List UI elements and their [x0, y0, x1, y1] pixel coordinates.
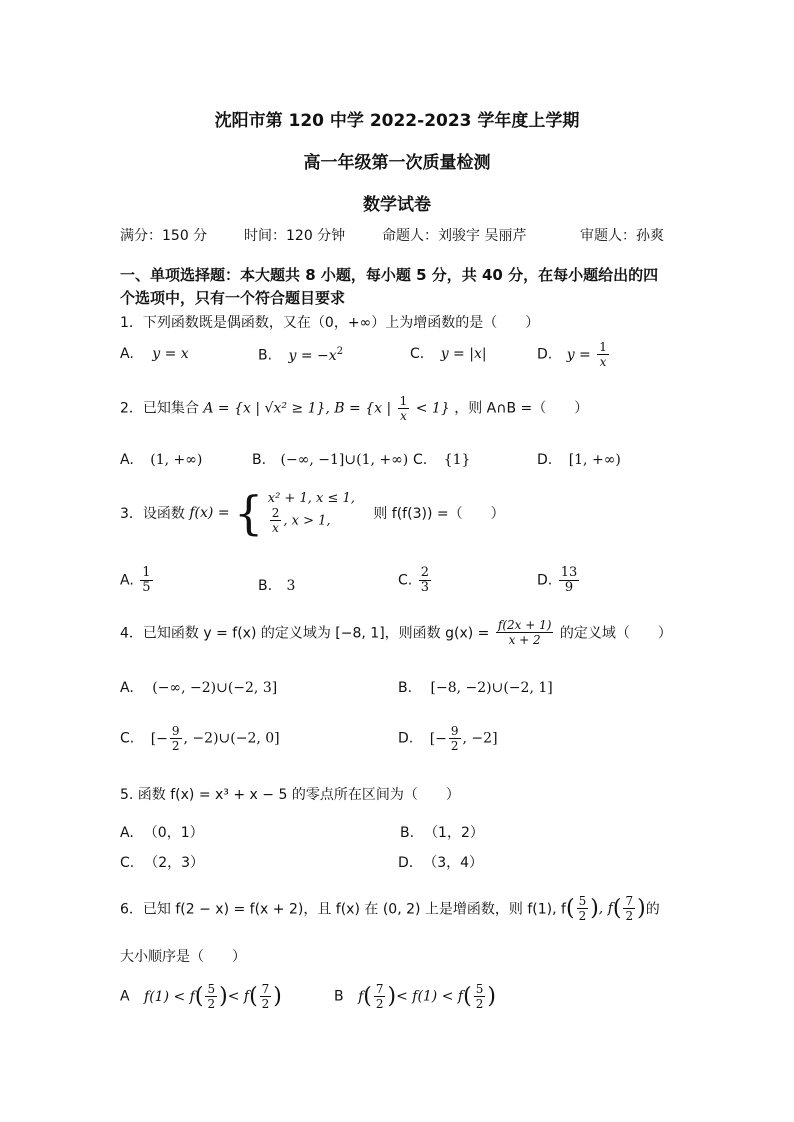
- q2-stem: [120, 394, 588, 423]
- exam-title-grade: 高一年级第一次质量检测: [303, 153, 491, 173]
- q1-stem: 1．下列函数既是偶函数，又在（0，+∞）上为增函数的是（ ）: [120, 315, 540, 331]
- q2-option-a: A. (1, +∞): [120, 452, 203, 468]
- q6-option-a: A f(1) < f( $\frac{5}{2}$ )< f( $\frac{7}{2}$ ): [120, 982, 282, 1011]
- q2-fraction: $\frac{1}{x}$: [399, 394, 408, 423]
- q3-stem: 3．设函数 f(x) = { x² + 1, x ≤ 1, $\frac{2}{x}$ , x > 1, 则 f(f(3)) =（ ）: [120, 486, 505, 540]
- exam-author: 命题人：刘骏宇 吴丽芹: [382, 228, 527, 244]
- q1-a-label: A.: [120, 346, 134, 362]
- q4-option-c: C. [− $\frac{9}{2}$ , −2)∪(−2, 0]: [120, 724, 280, 753]
- q1-option-a: [120, 346, 189, 362]
- q3-brace: {: [234, 486, 264, 540]
- q4-option-b: B. [−8, −2)∪(−2, 1]: [398, 680, 553, 696]
- full-score: 满分：150 分: [120, 228, 208, 244]
- exam-title-subject: 数学试卷: [363, 195, 431, 215]
- q1-d-label: D.: [537, 346, 553, 363]
- q1-b-label: B.: [258, 347, 273, 364]
- q3-fx: f(x) =: [189, 505, 230, 521]
- q2-stem-post: ，则 A∩B =（ ）: [454, 400, 589, 417]
- section-heading-line1: 一、单项选择题：本大题共 8 小题，每小题 5 分，共 40 分，在每小题给出的四: [120, 266, 659, 284]
- q3-option-d: D. $\frac{13}{9}$: [537, 565, 578, 595]
- q2-option-b: B. (−∞, −1]∪(1, +∞): [252, 452, 409, 468]
- q1-b-expr: y = −x: [288, 347, 337, 364]
- q2-set-a: A = {x | √x² ≥ 1}, B = {x |: [203, 400, 392, 417]
- q4-option-a: A. (−∞, −2)∪(−2, 3]: [120, 680, 278, 696]
- q2-set-b-end: < 1}: [415, 400, 450, 417]
- exam-reviewer: 审题人：孙爽: [580, 228, 664, 244]
- q3-piecewise: x² + 1, x ≤ 1, $\frac{2}{x}$ , x > 1,: [267, 491, 355, 535]
- q6-option-b: B f( $\frac{7}{2}$ )< f(1) < f( $\frac{5}{2}$ ): [334, 982, 496, 1011]
- q5-option-b: B. （1，2）: [400, 825, 484, 841]
- q1-c-expr: y = |x|: [440, 346, 487, 362]
- q1-c-label: C.: [410, 346, 425, 362]
- q2-option-d: D. [1, +∞): [537, 452, 621, 468]
- q3-option-c: C. $\frac{2}{3}$: [398, 565, 429, 595]
- q2-option-c: C. {1}: [413, 452, 471, 468]
- q1-d-fraction: $\frac{1}{x}$: [599, 340, 607, 369]
- exam-title-school: 沈阳市第 120 中学 2022-2023 学年度上学期: [214, 111, 580, 131]
- q5-stem: 5. 函数 f(x) = x³ + x − 5 的零点所在区间为（ ）: [120, 787, 460, 803]
- q3-stem-post: 则 f(f(3)) =（ ）: [373, 506, 505, 522]
- q6-stem-line2: 大小顺序是（ ）: [120, 949, 246, 965]
- q4-fraction: $\frac{f(2x + 1)}{x + 2}$: [497, 618, 552, 647]
- q1-option-c: [410, 346, 487, 362]
- section-heading-line2: 个选项中，只有一个符合题目要求: [120, 289, 346, 307]
- q6-stem: 6．已知 f(2 − x) = f(x + 2)，且 f(x) 在 (0, 2) 上是增函数，则 f(1), f( $\frac{5}{2}$ ), f( $\frac{7}{2}$ )的: [120, 894, 660, 923]
- q1-option-d: [537, 340, 611, 369]
- q5-option-a: A. （0，1）: [120, 825, 204, 841]
- q4-option-d: D. [− $\frac{9}{2}$ , −2]: [398, 724, 498, 753]
- q1-d-lhs: y =: [566, 346, 591, 363]
- q2-stem-pre: 2．已知集合: [120, 400, 199, 417]
- q5-option-c: C. （2，3）: [120, 855, 205, 871]
- q3-option-a: A. $\frac{1}{5}$: [120, 565, 151, 595]
- q5-option-d: D. （3，4）: [398, 855, 484, 871]
- q3-option-b: B. 3: [258, 578, 296, 594]
- q1-a-expr: y = x: [152, 346, 189, 362]
- exam-time: 时间：120 分钟: [244, 228, 346, 244]
- q1-option-b: B. $y = -x^2$: [258, 346, 344, 364]
- q4-stem: 4．已知函数 y = f(x) 的定义域为 [−8, 1]，则函数 g(x) = $\frac{f(2x + 1)}{x + 2}$ 的定义域（ ）: [120, 618, 672, 647]
